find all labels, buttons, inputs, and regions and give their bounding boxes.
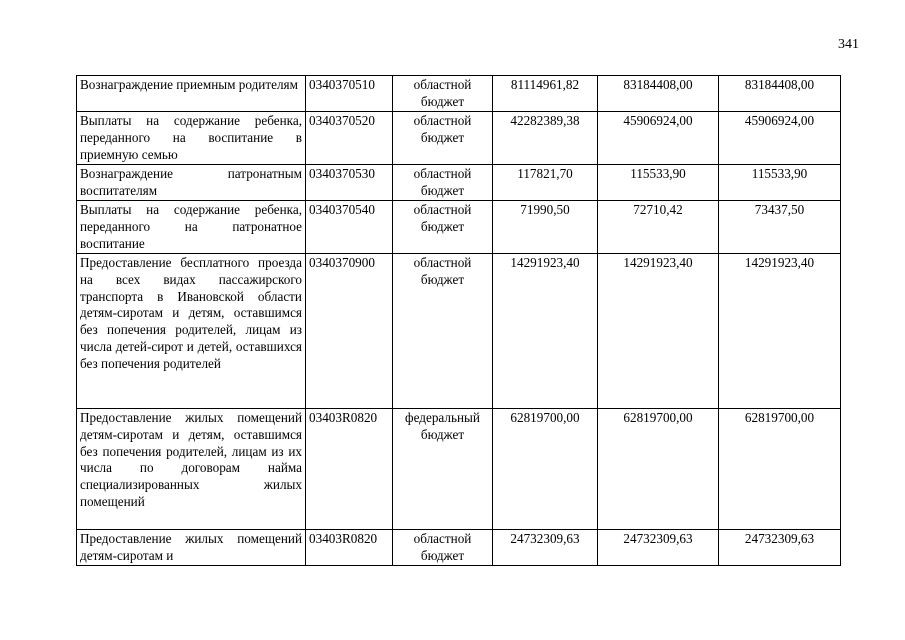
budget-table <box>76 75 841 566</box>
row-source: областной бюджет <box>393 112 493 165</box>
table-row <box>77 409 841 530</box>
row-source: областной бюджет <box>393 254 493 409</box>
row-name: Предоставление жилых помещений детям-сиротам и детям, оставшимся без попечения родителей, лицам из их числа по договорам найма специализированных жилых помещений <box>77 409 306 530</box>
row-code: 0340370510 <box>306 76 393 112</box>
row-name: Выплаты на содержание ребенка, переданного на воспитание в приемную семью <box>77 112 306 165</box>
row-value-3: 115533,90 <box>719 165 841 201</box>
row-value-3: 24732309,63 <box>719 530 841 566</box>
table-row <box>77 530 841 566</box>
table-row <box>77 165 841 201</box>
row-value-3: 45906924,00 <box>719 112 841 165</box>
row-code: 03403R0820 <box>306 409 393 530</box>
row-source: областной бюджет <box>393 76 493 112</box>
row-code: 03403R0820 <box>306 530 393 566</box>
row-source: областной бюджет <box>393 530 493 566</box>
row-code: 0340370520 <box>306 112 393 165</box>
row-name: Выплаты на содержание ребенка, переданного на патронатное воспитание <box>77 201 306 254</box>
row-source: областной бюджет <box>393 201 493 254</box>
table-row <box>77 76 841 112</box>
row-value-2: 115533,90 <box>598 165 719 201</box>
row-name: Вознаграждение патронатным воспитателям <box>77 165 306 201</box>
row-code: 0340370900 <box>306 254 393 409</box>
row-value-1: 24732309,63 <box>493 530 598 566</box>
row-value-2: 72710,42 <box>598 201 719 254</box>
row-name: Вознаграждение приемным родителям <box>77 76 306 112</box>
row-code: 0340370530 <box>306 165 393 201</box>
row-value-2: 14291923,40 <box>598 254 719 409</box>
table-row <box>77 201 841 254</box>
row-value-1: 42282389,38 <box>493 112 598 165</box>
row-value-3: 73437,50 <box>719 201 841 254</box>
row-name: Предоставление жилых помещений детям-сиротам и <box>77 530 306 566</box>
row-value-1: 62819700,00 <box>493 409 598 530</box>
row-value-1: 71990,50 <box>493 201 598 254</box>
row-value-1: 117821,70 <box>493 165 598 201</box>
row-value-2: 45906924,00 <box>598 112 719 165</box>
row-source: федеральный бюджет <box>393 409 493 530</box>
row-value-1: 14291923,40 <box>493 254 598 409</box>
table-row <box>77 112 841 165</box>
table-row <box>77 254 841 409</box>
row-source: областной бюджет <box>393 165 493 201</box>
row-name: Предоставление бесплатного проезда на всех видах пассажирского транспорта в Ивановской области детям-сиротам и детям, оставшимся без попечения родителей, лицам из числа детей-сирот и детей, оставшихся без попечения родителей <box>77 254 306 409</box>
row-value-2: 83184408,00 <box>598 76 719 112</box>
row-value-3: 62819700,00 <box>719 409 841 530</box>
row-value-3: 83184408,00 <box>719 76 841 112</box>
row-value-2: 24732309,63 <box>598 530 719 566</box>
row-value-3: 14291923,40 <box>719 254 841 409</box>
row-value-1: 81114961,82 <box>493 76 598 112</box>
row-value-2: 62819700,00 <box>598 409 719 530</box>
page-number: 341 <box>838 37 859 52</box>
row-code: 0340370540 <box>306 201 393 254</box>
